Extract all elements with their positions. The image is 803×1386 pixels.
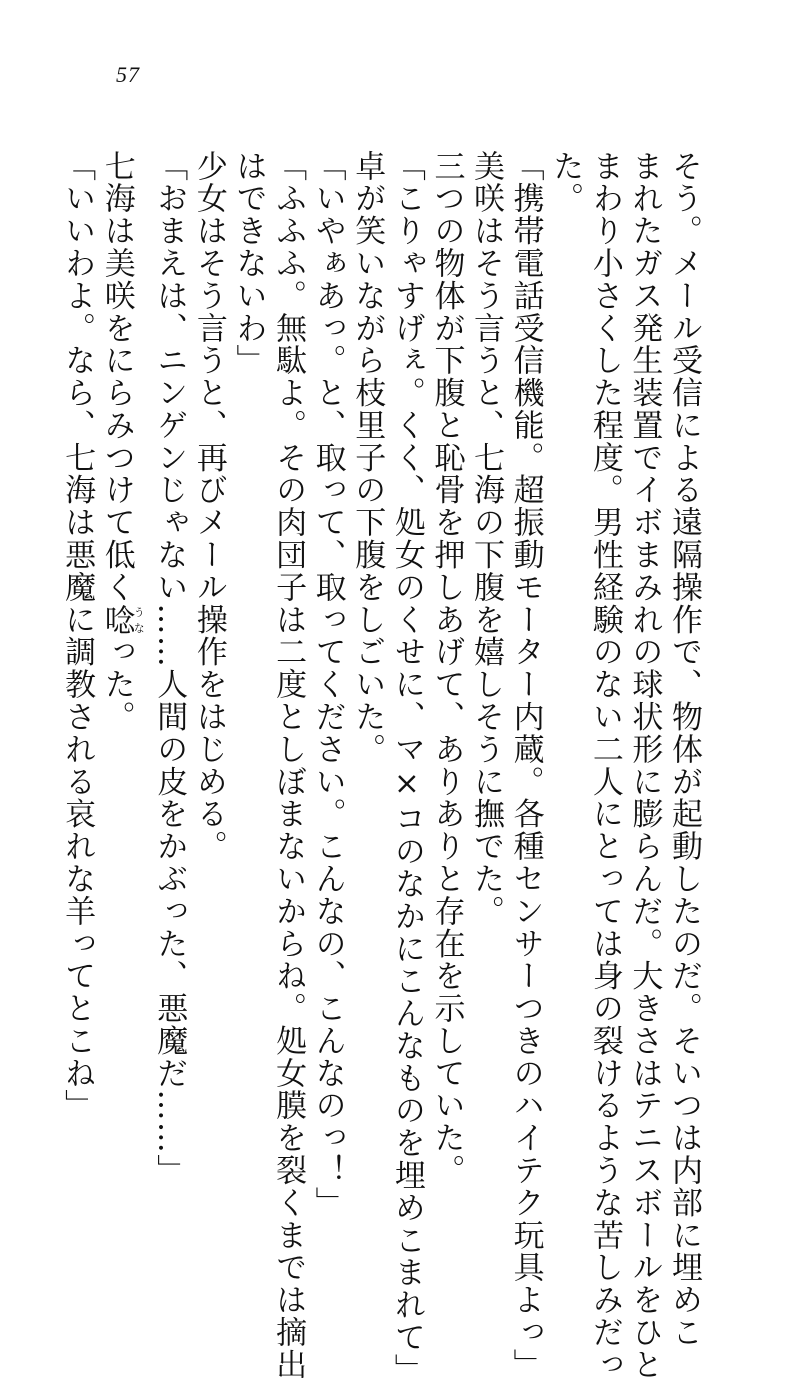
text-line: はできないわ」 <box>230 150 267 377</box>
text-line: まれたガス発生装置でイボまみれの球状形に膨らんだ。大きさはテニスボールをひと <box>626 150 663 1382</box>
text-line: 「いやぁあっ。と、取って、取ってください。こんなの、こんなのっ！」 <box>309 150 346 1220</box>
text-line: た。 <box>547 150 584 215</box>
text-line: 「ふふふ。無駄よ。その肉団子は二度としぼまないからね。処女膜を裂くまでは摘出 <box>270 150 307 1382</box>
text-line: そう。メール受信による遠隔操作で、物体が起動したのだ。そいつは内部に埋めこ <box>666 150 702 1349</box>
ruby-reading: うな <box>132 603 146 636</box>
text-line: 三つの物体が下腹と恥骨を押しあげて、ありありと存在を示していた。 <box>428 150 465 1187</box>
text-line: 卓が笑いながら枝里子の下腹をしごいた。 <box>349 150 386 766</box>
ruby-annotation: 唸うな <box>98 603 146 636</box>
text-line: 「おまえは、ニンゲンじゃない……人間の皮をかぶった、悪魔だ……」 <box>151 150 188 1187</box>
text-line: 「いいわよ。なら、七海は悪魔に調教される哀れな羊ってとこね」 <box>59 150 96 1122</box>
text-line: まわり小さくした程度。男性経験のない二人にとっては身の裂けるような苦しみだっ <box>586 150 623 1382</box>
body-text <box>53 150 702 1386</box>
text-line-with-ruby: 七海は美咲をにらみつけて低く唸うなった。 <box>98 150 146 734</box>
text-line: 「こりゃすげぇ。くく、処女のくせに、マ×コのなかにこんなものを埋めこまれて」 <box>388 150 425 1386</box>
text-line: 少女はそう言うと、再びメール操作をはじめる。 <box>190 150 227 863</box>
text-line: 美咲はそう言うと、七海の下腹を嬉しそうに撫でた。 <box>468 150 505 928</box>
text-line: 「携帯電話受信機能。超振動モーター内蔵。各種センサーつきのハイテク玩具よっ」 <box>507 150 544 1382</box>
page-number: 57 <box>116 62 140 87</box>
